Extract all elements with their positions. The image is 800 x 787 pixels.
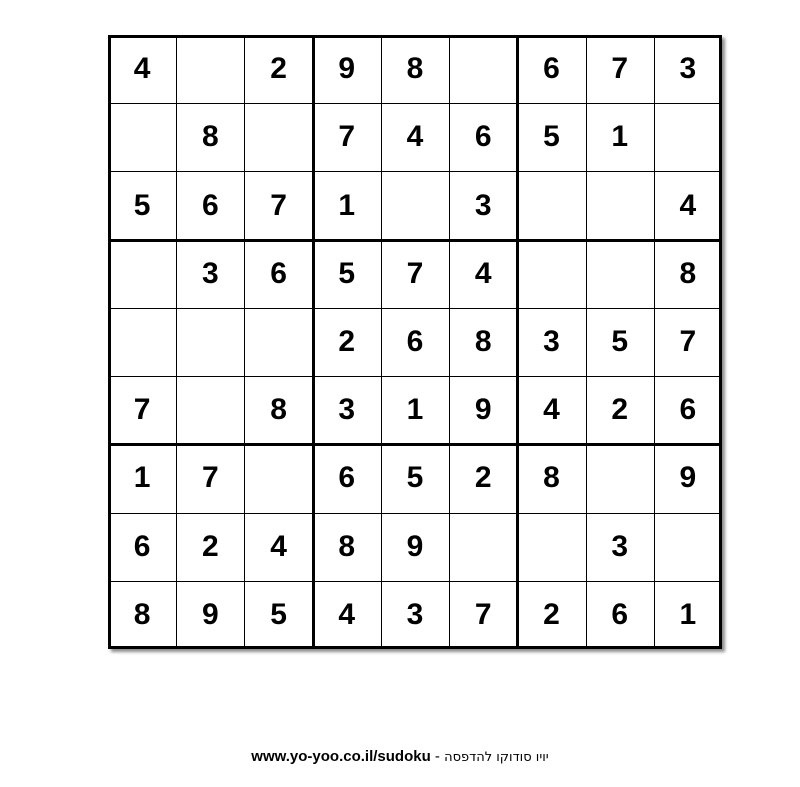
- sudoku-cell[interactable]: 7: [679, 324, 697, 358]
- sudoku-cell[interactable]: [449, 513, 517, 581]
- cell-divider-horizontal: [108, 513, 722, 514]
- sudoku-cell[interactable]: 4: [474, 256, 492, 290]
- sudoku-cell[interactable]: 3: [338, 393, 356, 427]
- sudoku-cell[interactable]: 4: [543, 393, 560, 427]
- sudoku-cell[interactable]: 6: [133, 529, 151, 563]
- box-divider-vertical: [719, 35, 722, 649]
- sudoku-cell[interactable]: 6: [611, 597, 628, 631]
- sudoku-cell[interactable]: 1: [133, 461, 151, 495]
- sudoku-cell[interactable]: [517, 240, 585, 308]
- cell-divider-horizontal: [108, 581, 722, 582]
- sudoku-cell[interactable]: 6: [679, 393, 697, 427]
- sudoku-cell[interactable]: 5: [270, 597, 287, 631]
- sudoku-cell[interactable]: [244, 103, 312, 171]
- sudoku-cell[interactable]: 4: [406, 120, 424, 154]
- sudoku-cell[interactable]: [517, 513, 585, 581]
- sudoku-cell[interactable]: 8: [201, 120, 219, 154]
- sudoku-cell[interactable]: 7: [474, 597, 492, 631]
- sudoku-cell[interactable]: 7: [133, 393, 151, 427]
- sudoku-cell[interactable]: 3: [201, 256, 219, 290]
- sudoku-cell[interactable]: 8: [338, 529, 356, 563]
- sudoku-cell[interactable]: 5: [338, 256, 356, 290]
- sudoku-cell[interactable]: [381, 171, 449, 239]
- box-divider-vertical: [516, 35, 519, 649]
- sudoku-cell[interactable]: 7: [270, 188, 287, 222]
- sudoku-cell[interactable]: 8: [679, 256, 697, 290]
- sudoku-cell[interactable]: 5: [611, 324, 628, 358]
- sudoku-cell[interactable]: 4: [679, 188, 697, 222]
- sudoku-cell[interactable]: 6: [338, 461, 356, 495]
- sudoku-board: [108, 35, 722, 649]
- sudoku-cell[interactable]: 8: [543, 461, 560, 495]
- cell-divider-vertical: [244, 35, 245, 649]
- sudoku-cell[interactable]: 7: [406, 256, 424, 290]
- sudoku-cell[interactable]: [244, 444, 312, 512]
- sudoku-cell[interactable]: 8: [133, 597, 151, 631]
- sudoku-cell[interactable]: 2: [474, 461, 492, 495]
- sudoku-cell[interactable]: [517, 171, 585, 239]
- cell-divider-vertical: [449, 35, 450, 649]
- cell-divider-vertical: [381, 35, 382, 649]
- sudoku-cell[interactable]: 7: [201, 461, 219, 495]
- sudoku-cell[interactable]: [654, 513, 722, 581]
- sudoku-cell[interactable]: [176, 376, 244, 444]
- footer-separator: -: [430, 748, 445, 765]
- sudoku-cell[interactable]: 3: [474, 188, 492, 222]
- cell-divider-horizontal: [108, 376, 722, 377]
- cell-divider-vertical: [176, 35, 177, 649]
- cell-divider-horizontal: [108, 103, 722, 104]
- sudoku-cell[interactable]: 6: [201, 188, 219, 222]
- sudoku-cell[interactable]: 9: [201, 597, 219, 631]
- sudoku-cell[interactable]: 8: [474, 324, 492, 358]
- sudoku-cell[interactable]: 9: [338, 52, 356, 86]
- sudoku-cell[interactable]: 3: [406, 597, 424, 631]
- box-divider-horizontal: [108, 646, 722, 649]
- sudoku-cell[interactable]: 5: [133, 188, 151, 222]
- sudoku-cell[interactable]: [176, 308, 244, 376]
- footer-url[interactable]: www.yo-yoo.co.il/sudoku: [251, 748, 431, 765]
- cell-divider-vertical: [586, 35, 587, 649]
- sudoku-cell[interactable]: 8: [270, 393, 287, 427]
- box-divider-vertical: [108, 35, 111, 649]
- sudoku-cell[interactable]: 3: [679, 52, 697, 86]
- sudoku-cell[interactable]: 2: [543, 597, 560, 631]
- sudoku-cell[interactable]: 2: [270, 52, 287, 86]
- footer: [0, 748, 800, 765]
- sudoku-cell[interactable]: [586, 240, 654, 308]
- cell-divider-vertical: [654, 35, 655, 649]
- sudoku-cell[interactable]: 1: [611, 120, 628, 154]
- box-divider-horizontal: [108, 35, 722, 38]
- box-divider-horizontal: [108, 239, 722, 242]
- sudoku-cell[interactable]: 1: [338, 188, 356, 222]
- sudoku-cell[interactable]: 3: [611, 529, 628, 563]
- sudoku-cell[interactable]: 9: [679, 461, 697, 495]
- footer-hebrew-text: יויו סודוקו להדפסה: [444, 750, 549, 765]
- sudoku-cell[interactable]: [449, 35, 517, 103]
- sudoku-cell[interactable]: [108, 308, 176, 376]
- sudoku-cell[interactable]: [586, 444, 654, 512]
- sudoku-cell[interactable]: 9: [406, 529, 424, 563]
- cell-divider-horizontal: [108, 308, 722, 309]
- sudoku-cell[interactable]: 6: [474, 120, 492, 154]
- box-divider-vertical: [312, 35, 315, 649]
- sudoku-cell[interactable]: [244, 308, 312, 376]
- sudoku-cell[interactable]: 7: [338, 120, 356, 154]
- sudoku-cell[interactable]: 7: [611, 52, 628, 86]
- sudoku-cell[interactable]: 2: [611, 393, 628, 427]
- sudoku-cell[interactable]: [108, 103, 176, 171]
- sudoku-cell[interactable]: [586, 171, 654, 239]
- sudoku-cell[interactable]: [176, 35, 244, 103]
- sudoku-cell[interactable]: 6: [406, 324, 424, 358]
- sudoku-cell[interactable]: 6: [270, 256, 287, 290]
- cell-divider-horizontal: [108, 171, 722, 172]
- sudoku-cell[interactable]: 8: [406, 52, 424, 86]
- sudoku-cell[interactable]: 5: [543, 120, 560, 154]
- sudoku-cell[interactable]: 1: [406, 393, 424, 427]
- sudoku-cell[interactable]: 4: [133, 52, 151, 86]
- sudoku-cell[interactable]: 4: [270, 529, 287, 563]
- box-divider-horizontal: [108, 443, 722, 446]
- sudoku-cell[interactable]: 2: [338, 324, 356, 358]
- sudoku-grid: [108, 35, 722, 649]
- sudoku-cell[interactable]: 6: [543, 52, 560, 86]
- sudoku-cell[interactable]: 2: [201, 529, 219, 563]
- sudoku-cell[interactable]: 4: [338, 597, 356, 631]
- sudoku-cell[interactable]: 9: [474, 393, 492, 427]
- sudoku-cell[interactable]: [654, 103, 722, 171]
- sudoku-cell[interactable]: [108, 240, 176, 308]
- sudoku-cell[interactable]: 3: [543, 324, 560, 358]
- sudoku-cell[interactable]: 5: [406, 461, 424, 495]
- sudoku-cell[interactable]: 1: [679, 597, 697, 631]
